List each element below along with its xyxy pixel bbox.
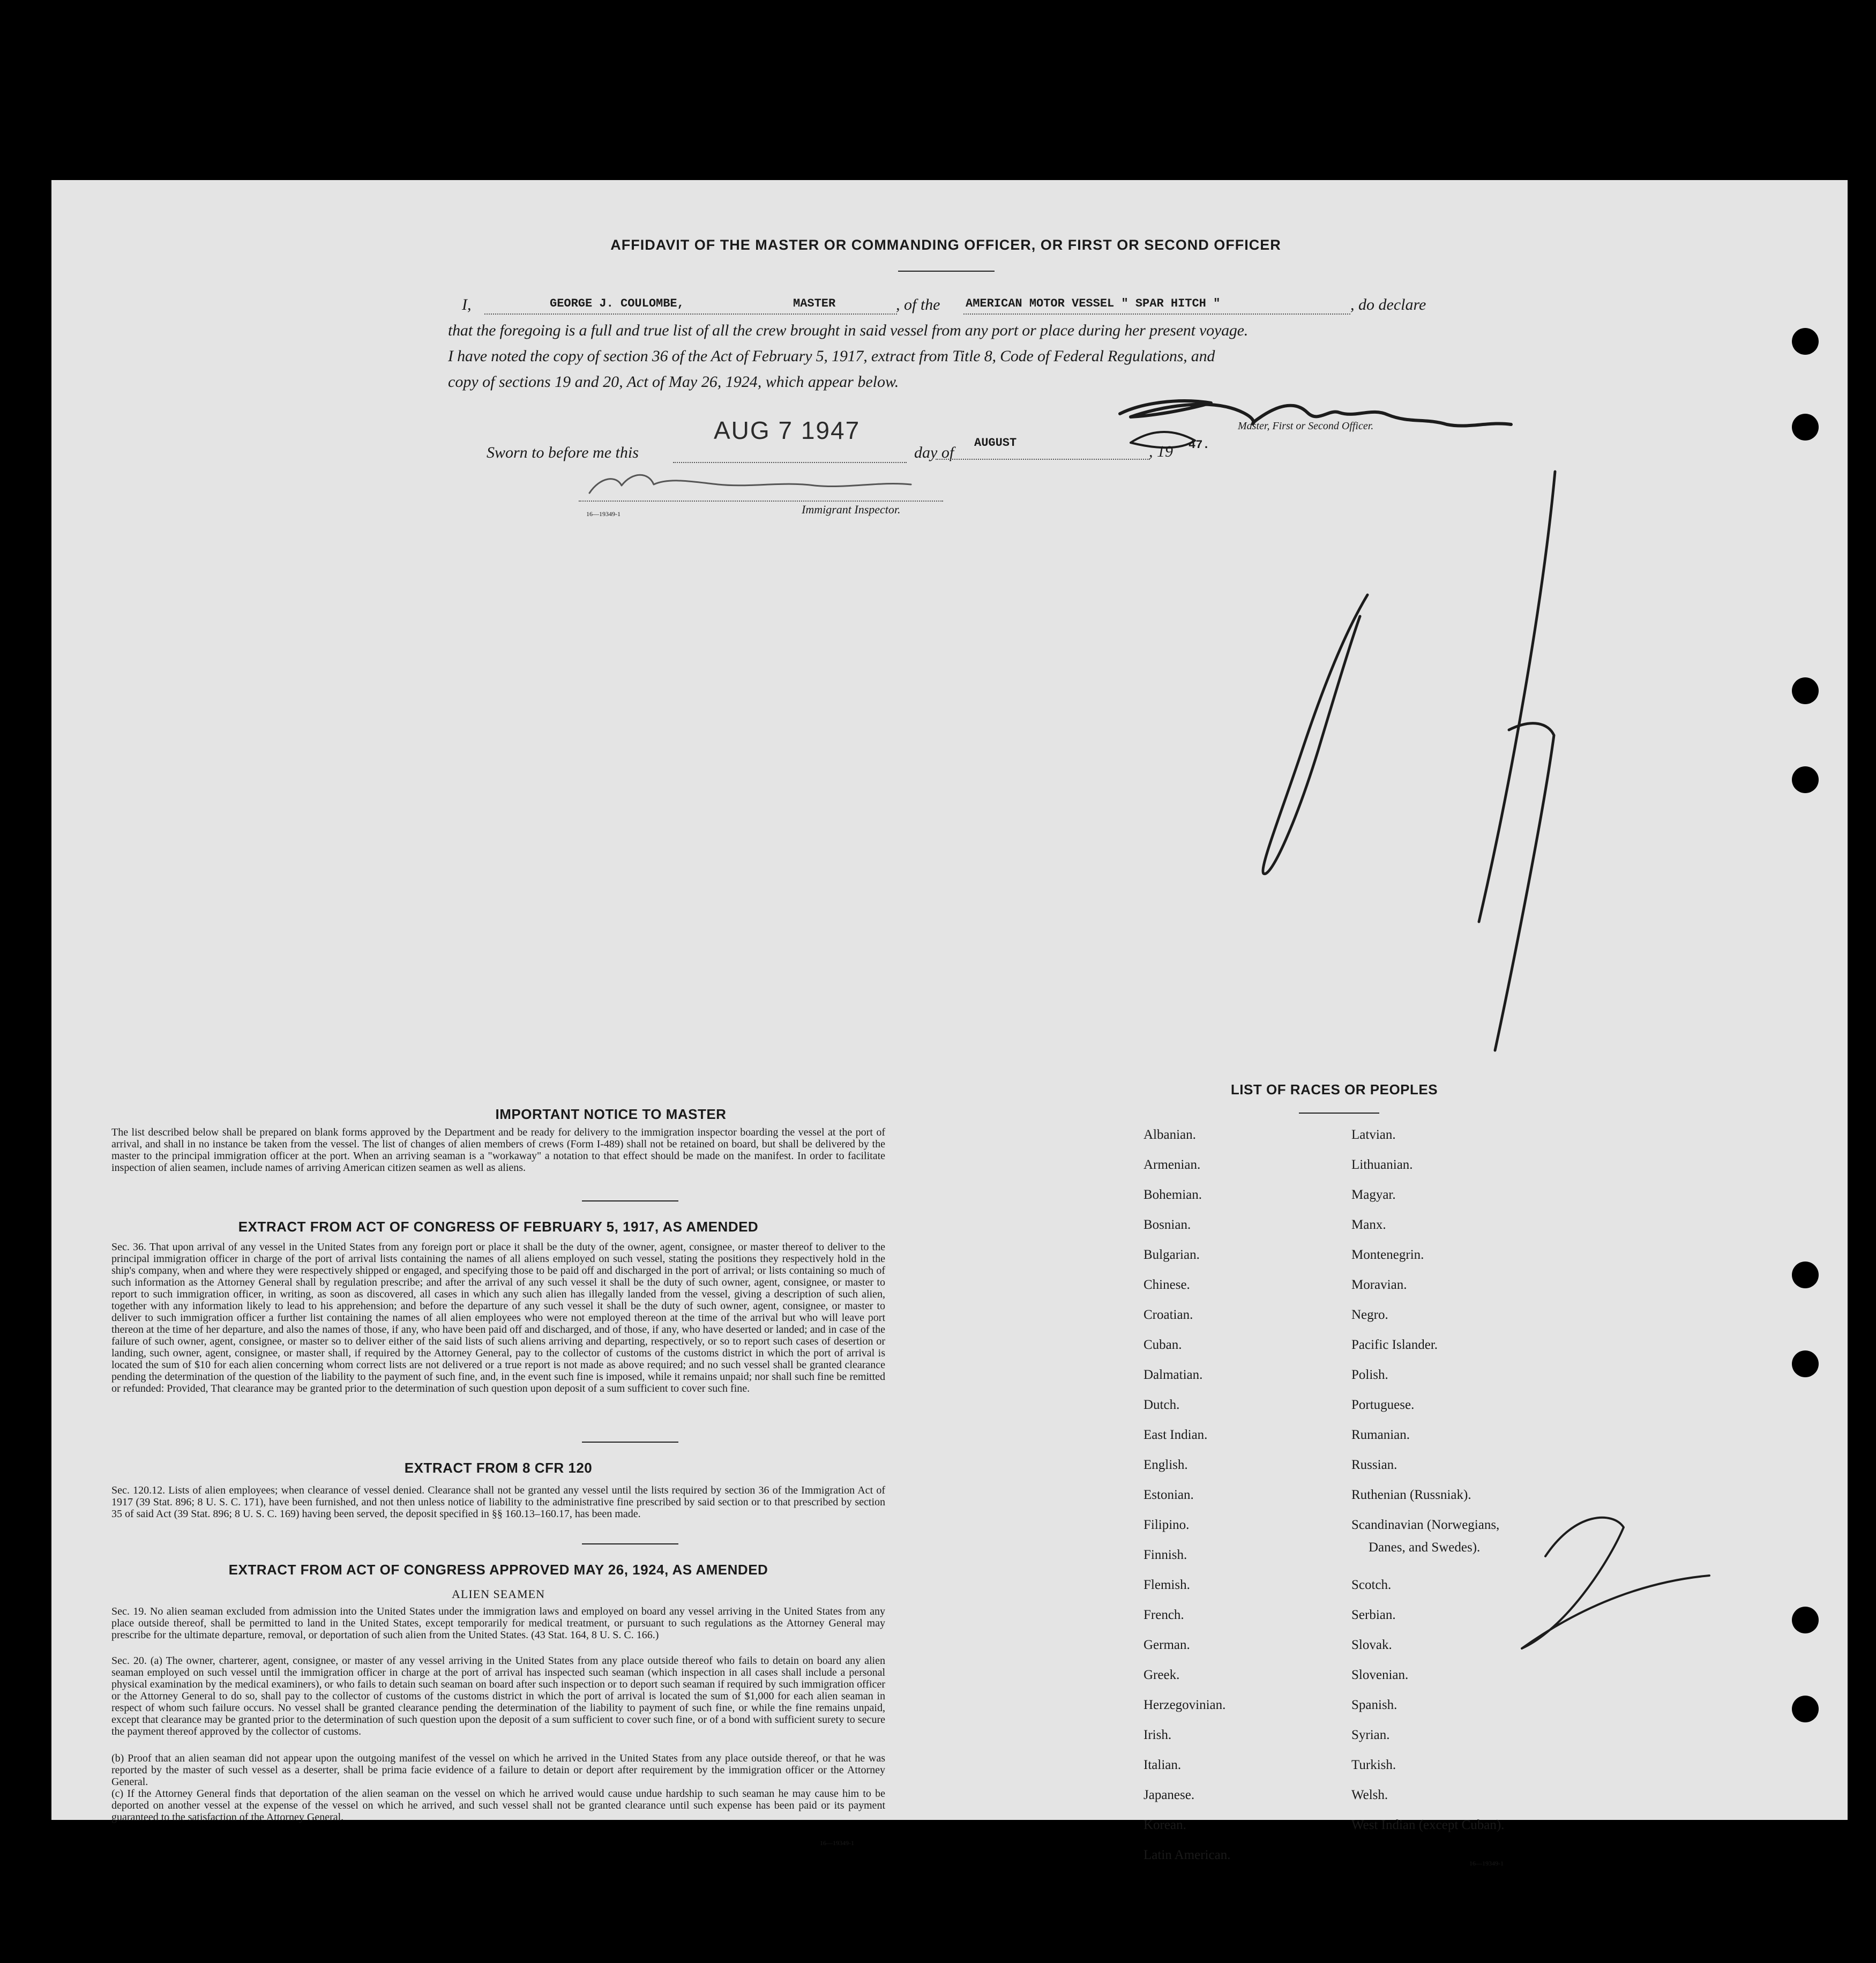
race-item: Chinese. bbox=[1143, 1278, 1190, 1292]
extract-8cfr-body: Sec. 120.12. Lists of alien employees; when clearance of vessel denied. Clearance shall not be granted any vessel until the lists required by section 36 of the Immigration Act of 1917 (39 Stat. 896; 8 U. S. C. 171), have been furnished, and not then unless notice of liability to the administrative fine prescribed by said section or to that prescribed by section 35 of said Act (39 Stat. 896; 8 U. S. C. 169) having been served, the deposit specified in §§ 160.13–160.17, has been made. bbox=[111, 1484, 885, 1520]
extract-1924-title: EXTRACT FROM ACT OF CONGRESS APPROVED MAY 26, 1924, AS AMENDED bbox=[228, 1562, 768, 1578]
extract-1924-p4: (c) If the Attorney General finds that deportation of the alien seaman on the vessel on which he arrived would cause undue hardship to such seaman he may cause him to be deported on another vessel at the expense of the vessel on which he arrived, and such vessel shall not be granted clearance until such expense has been paid or its payment guaranteed to the satisfaction of the Attorney General. bbox=[111, 1788, 885, 1823]
race-item: Moravian. bbox=[1351, 1278, 1407, 1292]
master-signature-loop bbox=[1131, 432, 1195, 447]
race-item: Scotch. bbox=[1351, 1578, 1392, 1592]
race-item: Irish. bbox=[1143, 1728, 1172, 1742]
race-item: Dutch. bbox=[1143, 1398, 1180, 1412]
race-continuation: Danes, and Swedes). bbox=[1369, 1540, 1481, 1555]
race-item: Estonian. bbox=[1143, 1488, 1194, 1502]
race-item: Bohemian. bbox=[1143, 1188, 1202, 1202]
race-item: Herzegovinian. bbox=[1143, 1698, 1226, 1712]
race-item: Lithuanian. bbox=[1351, 1158, 1413, 1172]
extract-1917-body: Sec. 36. That upon arrival of any vessel in the United States from any foreign port or place it shall be the duty of the owner, agent, consignee, or master thereof to deliver to the principal immigration officer in charge of the port of arrival lists containing the names of all aliens employed on such vessel, stating the positions they respectively hold in the ship's company, when and where they were respectively shipped or engaged, and specifying those to be paid off and discharged in the port of arrival; or lists containing so much of such information as the Attorney General shall by regulation prescribe; and after the arrival of any such vessel it shall be the duty of such owner, agent, consignee, or master to report to such immigration officer, in writing, as soon as discovered, all cases in which any such alien has illegally landed from the vessel, giving a description of such alien, together with any information likely to lead to his apprehension; and before the departure of any such vessel it shall be the duty of such owner, agent, consignee, or master to deliver to such immigration officer a further list containing the names of all alien employees who were not employed thereon at the time of the arrival but who will leave port thereon at the time of her departure, and also the names of those, if any, who have been paid off and discharged, and of those, if any, who have deserted or landed; and in case of the failure of such owner, agent, consignee, or master so to deliver either of the said lists of such aliens arriving and departing, respectively, or so to report such cases of desertion or landing, such owner, agent, consignee, or master shall, if required by the Attorney General, pay to the collector of customs of the customs district in which the port of arrival is located the sum of $10 for each alien concerning whom correct lists are not delivered or a true report is not made as above required; and no such vessel shall be granted clearance pending the determination of the question of the liability to the payment of such fine, and, in the event such fine is imposed, while it remains unpaid; nor shall such fine be remitted or refunded: Provided, That clearance may be granted prior to the determination of such question upon deposit of a sum sufficient to cover such fine. bbox=[111, 1241, 885, 1394]
race-item: French. bbox=[1143, 1608, 1184, 1622]
race-item: Flemish. bbox=[1143, 1578, 1190, 1592]
races-title: LIST OF RACES OR PEOPLES bbox=[1230, 1081, 1438, 1098]
race-item: Korean. bbox=[1143, 1818, 1186, 1832]
sworn-label: Sworn to before me this bbox=[487, 444, 639, 461]
race-item: Latvian. bbox=[1351, 1128, 1396, 1142]
master-name: GEORGE J. COULOMBE, bbox=[550, 297, 684, 310]
race-item: Armenian. bbox=[1143, 1158, 1201, 1172]
race-item: Greek. bbox=[1143, 1668, 1180, 1682]
race-item: Negro. bbox=[1351, 1308, 1388, 1322]
race-item: Rumanian. bbox=[1351, 1428, 1410, 1442]
race-item: Russian. bbox=[1351, 1458, 1397, 1472]
race-item: Finnish. bbox=[1143, 1548, 1187, 1562]
form-number-top: 16—19349-1 bbox=[586, 510, 621, 518]
race-item: Cuban. bbox=[1143, 1338, 1182, 1352]
race-item: Welsh. bbox=[1351, 1788, 1388, 1802]
affidavit-line-4: copy of sections 19 and 20, Act of May 26, 1924, which appear below. bbox=[448, 373, 899, 391]
race-item: Bulgarian. bbox=[1143, 1248, 1200, 1262]
race-item: Slovak. bbox=[1351, 1638, 1392, 1652]
form-number-left: 16—19349-1 bbox=[820, 1839, 854, 1847]
race-item: Pacific Islander. bbox=[1351, 1338, 1438, 1352]
affidavit-line-3: I have noted the copy of section 36 of the Act of February 5, 1917, extract from Title 8, Code of Federal Regulations, and bbox=[448, 347, 1215, 365]
race-item: Latin American. bbox=[1143, 1848, 1231, 1862]
affidavit-line-2: that the foregoing is a full and true list of all the crew brought in said vessel from any port or place during her present voyage. bbox=[448, 322, 1249, 339]
race-item: Manx. bbox=[1351, 1218, 1386, 1232]
race-item: Croatian. bbox=[1143, 1308, 1193, 1322]
date-stamp: AUG 7 1947 bbox=[714, 416, 861, 444]
race-item: Turkish. bbox=[1351, 1758, 1396, 1772]
extract-1924-p2: Sec. 20. (a) The owner, charterer, agent, consignee, or master of any vessel arriving in the United States from any place outside thereof who fails to detain on board any alien seaman employed on such vessel until the immigration officer in charge at the port of arrival has inspected such seaman (which inspection in all cases shall include a personal physical examination by the medical examiners), or who fails to detain such seaman on board after such inspection or to deport such seaman if required by such immigration officer or the Attorney General to do so, shall pay to the collector of customs of the customs district in which the port of arrival is located the sum of $1,000 for each alien seaman in respect of whom such failure occurs. No vessel shall be granted clearance pending the determination of the liability to payment of such fine, or while the fine remains unpaid, except that clearance may be granted prior to the determination of such question upon the deposit of a sum sufficient to cover such fine, or of a bond with sufficient surety to secure the payment thereof approved by the collector of customs. bbox=[111, 1655, 885, 1737]
tally-seven bbox=[1495, 723, 1554, 1050]
race-item: Polish. bbox=[1351, 1368, 1388, 1382]
of-the-label: , of the bbox=[896, 296, 940, 314]
race-item: Dalmatian. bbox=[1143, 1368, 1203, 1382]
race-item: Syrian. bbox=[1351, 1728, 1390, 1742]
race-item: Montenegrin. bbox=[1351, 1248, 1424, 1262]
extract-8cfr-title: EXTRACT FROM 8 CFR 120 bbox=[404, 1460, 593, 1476]
tally-eight bbox=[1263, 595, 1367, 874]
race-item: Portuguese. bbox=[1351, 1398, 1415, 1412]
race-item: Filipino. bbox=[1143, 1518, 1190, 1532]
race-item: English. bbox=[1143, 1458, 1188, 1472]
do-declare-label: , do declare bbox=[1350, 296, 1426, 314]
tally-slash bbox=[1479, 472, 1555, 922]
race-item: German. bbox=[1143, 1638, 1190, 1652]
race-item: Slovenian. bbox=[1351, 1668, 1409, 1682]
day-of-label: day of bbox=[914, 444, 954, 461]
race-item: East Indian. bbox=[1143, 1428, 1208, 1442]
i-label: I, bbox=[462, 296, 472, 314]
master-caption: Master, First or Second Officer. bbox=[1238, 420, 1374, 432]
affidavit-title: AFFIDAVIT OF THE MASTER OR COMMANDING OFFICER, OR FIRST OR SECOND OFFICER bbox=[610, 237, 1281, 253]
notice-title: IMPORTANT NOTICE TO MASTER bbox=[495, 1106, 727, 1122]
race-item: Japanese. bbox=[1143, 1788, 1195, 1802]
notice-body: The list described below shall be prepared on blank forms approved by the Department and be ready for delivery to the immigration inspector boarding the vessel at the port of arrival, and shall in no instance be taken from the vessel. The list of changes of alien members of crews (Form I-489) shall not be retained on board, but shall be delivered by the master to the principal immigration officer at the port. When an arriving seaman is a "workaway" a notation to that effect should be made on the manifest. In order to facilitate inspection of alien seamen, include names of arriving American citizen seamen as well as aliens. bbox=[111, 1126, 885, 1174]
inspector-signature bbox=[589, 475, 911, 493]
race-item: Ruthenian (Russniak). bbox=[1351, 1488, 1471, 1502]
extract-1924-p1: Sec. 19. No alien seaman excluded from admission into the United States under the immigration laws and employed on board any vessel arriving in the United States from any place outside thereof, shall be permitted to land in the United States, except temporarily for medical treatment, or pursuant to such regulations as the Attorney General may prescribe for the ultimate departure, removal, or deportation of such alien from the United States. (43 Stat. 164, 8 U. S. C. 166.) bbox=[111, 1606, 885, 1641]
race-item: Bosnian. bbox=[1143, 1218, 1191, 1232]
vessel-name: AMERICAN MOTOR VESSEL " SPAR HITCH " bbox=[966, 297, 1221, 310]
extract-1924-p3: (b) Proof that an alien seaman did not appear upon the outgoing manifest of the vessel on which he arrived in the United States from any place outside thereof, or that he was reported by the master of such vessel as a deserter, shall be prima facie evidence of a failure to detain or deport after requirement by the immigration officer or the Attorney General. bbox=[111, 1752, 885, 1788]
form-number-right: 16—19349-1 bbox=[1469, 1860, 1504, 1867]
year-suffix: 47. bbox=[1189, 438, 1210, 452]
race-item: Spanish. bbox=[1351, 1698, 1397, 1712]
race-item: Magyar. bbox=[1351, 1188, 1396, 1202]
race-item: West Indian (except Cuban). bbox=[1351, 1818, 1505, 1832]
month: AUGUST bbox=[974, 436, 1017, 450]
year-prefix: , 19 bbox=[1149, 443, 1173, 460]
inspector-caption: Immigrant Inspector. bbox=[802, 503, 901, 516]
race-item: Albanian. bbox=[1143, 1128, 1196, 1142]
race-item: Scandinavian (Norwegians, bbox=[1351, 1518, 1500, 1532]
tally-mark bbox=[1522, 1518, 1709, 1648]
master-rank: MASTER bbox=[793, 297, 836, 310]
race-item: Italian. bbox=[1143, 1758, 1182, 1772]
extract-1924-subtitle: ALIEN SEAMEN bbox=[452, 1587, 545, 1601]
race-item: Serbian. bbox=[1351, 1608, 1396, 1622]
master-signature bbox=[1120, 401, 1511, 426]
extract-1917-title: EXTRACT FROM ACT OF CONGRESS OF FEBRUARY 5, 1917, AS AMENDED bbox=[238, 1219, 759, 1235]
